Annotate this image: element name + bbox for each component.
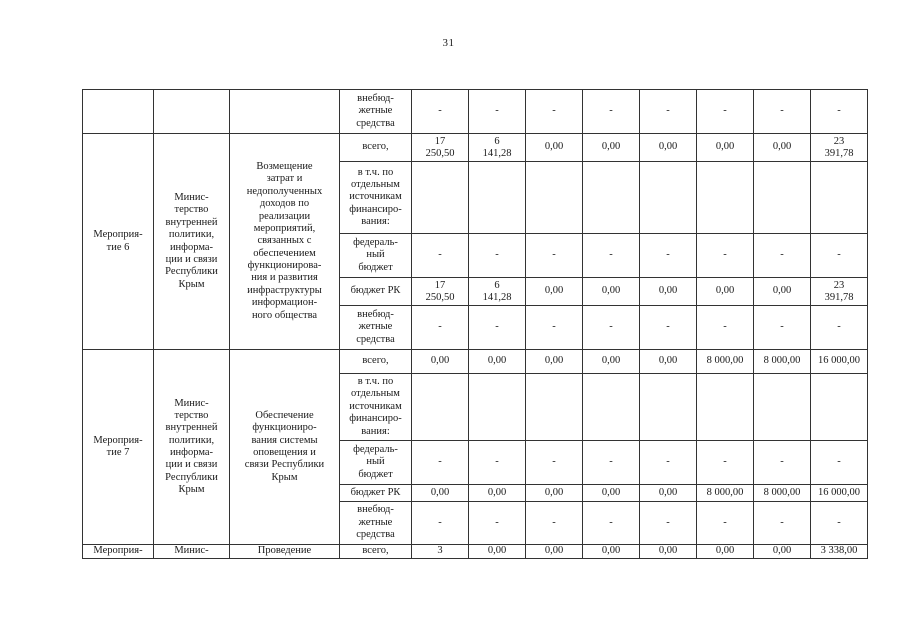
value-cell <box>697 162 754 234</box>
value-cell <box>412 162 469 234</box>
value-cell: 0,00 <box>640 350 697 374</box>
value-cell <box>583 162 640 234</box>
value-cell: - <box>697 502 754 545</box>
value-cell: - <box>754 502 811 545</box>
value-cell <box>469 374 526 441</box>
source-cell: в т.ч. по отдельным источникам финансиро- вания: <box>340 162 412 234</box>
value-cell: 23 391,78 <box>811 134 868 162</box>
value-cell <box>526 374 583 441</box>
desc-cell: Обеспечение функциониро- вания системы оповещения и связи Республики Крым <box>230 350 340 545</box>
value-cell: - <box>469 441 526 485</box>
value-cell: - <box>697 234 754 278</box>
value-cell: 0,00 <box>469 350 526 374</box>
value-cell: - <box>754 306 811 350</box>
value-cell <box>754 162 811 234</box>
value-cell: - <box>640 90 697 134</box>
value-cell: - <box>583 441 640 485</box>
value-cell: - <box>811 306 868 350</box>
value-cell: - <box>469 306 526 350</box>
source-cell: в т.ч. по отдельным источникам финансиро- вания: <box>340 374 412 441</box>
value-cell: - <box>583 502 640 545</box>
event-cell: Мероприя- тие 7 <box>83 350 154 545</box>
value-cell: - <box>583 234 640 278</box>
value-cell: - <box>583 90 640 134</box>
value-cell: 17 250,50 <box>412 278 469 306</box>
event-cell: Мероприя- <box>83 545 154 559</box>
value-cell: 0,00 <box>697 134 754 162</box>
source-cell: внебюд- жетные средства <box>340 306 412 350</box>
value-cell: 0,00 <box>754 134 811 162</box>
value-cell: - <box>469 90 526 134</box>
org-cell: Минис- терство внутренней политики, информа- ции и связи Республики Крым <box>154 134 230 350</box>
value-cell: - <box>412 502 469 545</box>
value-cell: - <box>526 306 583 350</box>
value-cell: - <box>526 441 583 485</box>
value-cell <box>640 374 697 441</box>
source-cell: федераль- ный бюджет <box>340 441 412 485</box>
value-cell: 0,00 <box>469 545 526 559</box>
value-cell: 0,00 <box>583 278 640 306</box>
value-cell: 16 000,00 <box>811 350 868 374</box>
event-cell: Мероприя- тие 6 <box>83 134 154 350</box>
value-cell: 23 391,78 <box>811 278 868 306</box>
value-cell: - <box>412 90 469 134</box>
value-cell: - <box>469 234 526 278</box>
value-cell <box>640 162 697 234</box>
value-cell: - <box>526 90 583 134</box>
table-row <box>83 134 868 162</box>
value-cell: 0,00 <box>640 485 697 502</box>
value-cell: 16 000,00 <box>811 485 868 502</box>
value-cell: 8 000,00 <box>697 485 754 502</box>
value-cell: 8 000,00 <box>754 350 811 374</box>
source-cell: всего, <box>340 545 412 559</box>
value-cell <box>526 162 583 234</box>
value-cell: - <box>697 306 754 350</box>
value-cell <box>811 374 868 441</box>
value-cell: 0,00 <box>697 278 754 306</box>
source-cell: бюджет РК <box>340 485 412 502</box>
table-row <box>83 90 868 134</box>
value-cell: - <box>811 234 868 278</box>
value-cell: - <box>640 441 697 485</box>
value-cell: - <box>469 502 526 545</box>
value-cell <box>469 162 526 234</box>
value-cell: 0,00 <box>469 485 526 502</box>
value-cell: 0,00 <box>412 350 469 374</box>
value-cell <box>754 374 811 441</box>
source-cell: внебюд- жетные средства <box>340 90 412 134</box>
source-cell: внебюд- жетные средства <box>340 502 412 545</box>
value-cell: - <box>811 502 868 545</box>
value-cell: 0,00 <box>526 134 583 162</box>
value-cell: 0,00 <box>640 545 697 559</box>
value-cell: 8 000,00 <box>754 485 811 502</box>
value-cell <box>697 374 754 441</box>
value-cell: - <box>640 306 697 350</box>
org-cell <box>154 90 230 134</box>
value-cell: 3 <box>412 545 469 559</box>
value-cell: 0,00 <box>697 545 754 559</box>
value-cell: 0,00 <box>526 545 583 559</box>
org-cell: Минис- <box>154 545 230 559</box>
value-cell: - <box>697 90 754 134</box>
source-cell: всего, <box>340 350 412 374</box>
desc-cell: Проведение <box>230 545 340 559</box>
value-cell: 0,00 <box>754 278 811 306</box>
value-cell: 0,00 <box>526 278 583 306</box>
value-cell: - <box>811 90 868 134</box>
value-cell: - <box>640 234 697 278</box>
value-cell: 6 141,28 <box>469 134 526 162</box>
value-cell: - <box>697 441 754 485</box>
value-cell: - <box>412 441 469 485</box>
event-cell <box>83 90 154 134</box>
table-row <box>83 545 868 559</box>
source-cell: бюджет РК <box>340 278 412 306</box>
value-cell: - <box>412 234 469 278</box>
value-cell <box>811 162 868 234</box>
value-cell: 0,00 <box>640 134 697 162</box>
value-cell: 0,00 <box>583 485 640 502</box>
value-cell: - <box>754 90 811 134</box>
value-cell: 17 250,50 <box>412 134 469 162</box>
value-cell: 0,00 <box>526 485 583 502</box>
value-cell: - <box>640 502 697 545</box>
value-cell: 0,00 <box>583 134 640 162</box>
value-cell: 3 338,00 <box>811 545 868 559</box>
value-cell: 6 141,28 <box>469 278 526 306</box>
page-number: 31 <box>442 37 455 49</box>
org-cell: Минис- терство внутренней политики, информа- ции и связи Республики Крым <box>154 350 230 545</box>
value-cell: - <box>412 306 469 350</box>
desc-cell: Возмещение затрат и недополученных доходов по реализации мероприятий, связанных с обеспечением функционирова- ния и развития инфраструктуры информацион- ного общества <box>230 134 340 350</box>
value-cell: - <box>526 502 583 545</box>
value-cell: 0,00 <box>640 278 697 306</box>
value-cell: 8 000,00 <box>697 350 754 374</box>
value-cell <box>583 374 640 441</box>
budget-table <box>82 89 868 559</box>
value-cell: - <box>811 441 868 485</box>
desc-cell <box>230 90 340 134</box>
value-cell: 0,00 <box>583 350 640 374</box>
value-cell: - <box>583 306 640 350</box>
source-cell: всего, <box>340 134 412 162</box>
value-cell: - <box>754 441 811 485</box>
value-cell: 0,00 <box>754 545 811 559</box>
value-cell: - <box>526 234 583 278</box>
value-cell: 0,00 <box>583 545 640 559</box>
value-cell: 0,00 <box>526 350 583 374</box>
value-cell <box>412 374 469 441</box>
value-cell: - <box>754 234 811 278</box>
source-cell: федераль- ный бюджет <box>340 234 412 278</box>
value-cell: 0,00 <box>412 485 469 502</box>
table-row <box>83 350 868 374</box>
